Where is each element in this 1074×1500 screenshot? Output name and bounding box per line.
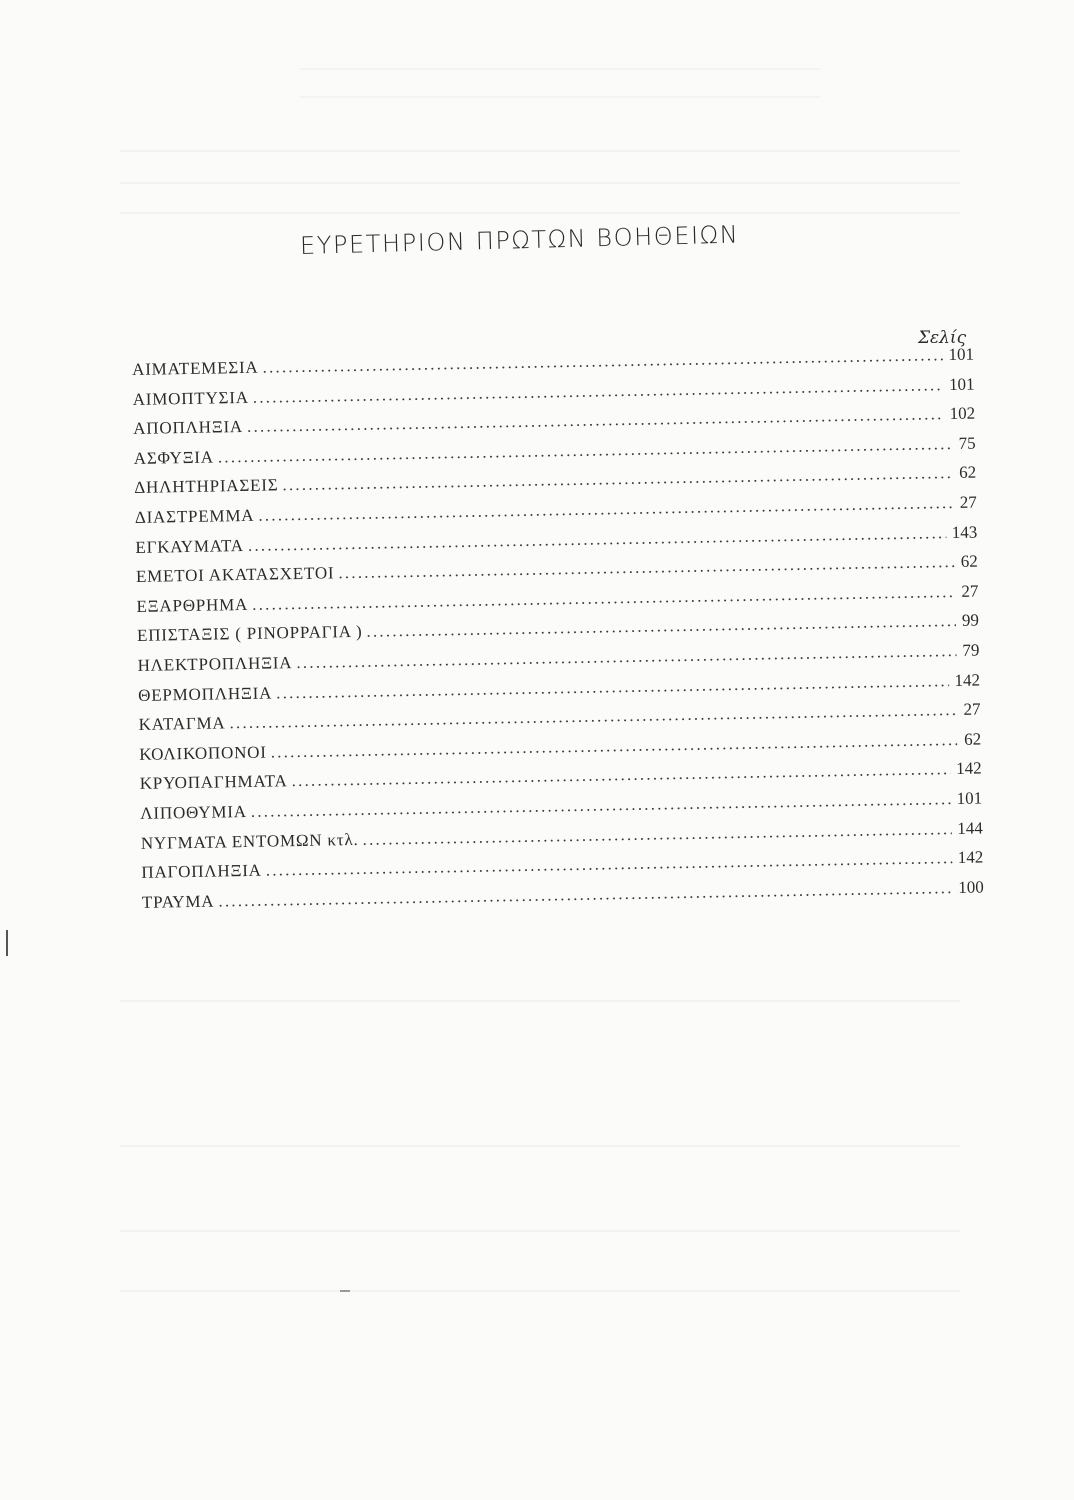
show-through-line xyxy=(120,182,960,184)
entry-label: ΑΣΦΥΞΙΑ xyxy=(133,447,215,468)
entry-label: ΕΜΕΤΟΙ ΑΚΑΤΑΣΧΕΤΟΙ xyxy=(135,563,335,587)
index-list xyxy=(132,345,984,923)
index-title: ΕΥΡΕΤΗΡΙΟΝ ΠΡΩΤΩΝ ΒΟΗΘΕΙΩΝ xyxy=(299,220,740,260)
entry-label: ΕΠΙΣΤΑΞΙΣ ( ΡΙΝΟΡΡΑΓΙΑ ) xyxy=(136,622,363,646)
entry-page: 62 xyxy=(963,729,982,749)
entry-label: ΑΙΜΑΤΕΜΕΣΙΑ xyxy=(132,357,259,379)
leader-dots xyxy=(262,345,942,377)
page-column-header: Σελίς xyxy=(918,328,967,348)
entry-label: ΚΟΛΙΚΟΠΟΝΟΙ xyxy=(139,742,267,764)
entry-page: 99 xyxy=(961,610,980,631)
entry-label: ΛΙΠΟΘΥΜΙΑ xyxy=(140,801,247,823)
entry-label: ΘΕΡΜΟΠΛΗΞΙΑ xyxy=(137,683,273,705)
entry-page: 79 xyxy=(962,640,980,660)
entry-label: ΚΑΤΑΓΜΑ xyxy=(138,713,226,735)
show-through-line xyxy=(120,1145,960,1147)
show-through-title xyxy=(300,68,820,98)
entry-page: 101 xyxy=(956,788,983,808)
entry-page: 27 xyxy=(963,699,981,719)
entry-page: 100 xyxy=(958,877,984,897)
show-through-line xyxy=(120,212,960,214)
entry-label: ΔΗΛΗΤΗΡΙΑΣΕΙΣ xyxy=(134,475,279,498)
entry-page: 102 xyxy=(949,403,976,424)
entry-page: 101 xyxy=(948,344,975,365)
entry-page: 62 xyxy=(959,462,977,483)
entry-label: ΕΓΚΑΥΜΑΤΑ xyxy=(135,535,245,557)
entry-label: ΗΛΕΚΤΡΟΠΛΗΞΙΑ xyxy=(137,653,293,675)
entry-page: 75 xyxy=(958,433,976,453)
entry-page: 62 xyxy=(960,551,979,572)
entry-label: ΑΙΜΟΠΤΥΣΙΑ xyxy=(132,387,249,409)
entry-label: ΤΡΑΥΜΑ xyxy=(141,891,215,912)
entry-page: 101 xyxy=(948,374,975,394)
bottom-mark xyxy=(340,1290,350,1292)
entry-label: ΕΞΑΡΘΡΗΜΑ xyxy=(136,594,249,616)
show-through-line xyxy=(120,1230,960,1232)
entry-label: ΝΥΓΜΑΤΑ ΕΝΤΟΜΩΝ κτλ. xyxy=(140,829,359,853)
entry-label: ΑΠΟΠΛΗΞΙΑ xyxy=(133,417,244,439)
entry-page: 142 xyxy=(957,847,984,868)
entry-label: ΠΑΓΟΠΛΗΞΙΑ xyxy=(141,860,262,883)
entry-page: 143 xyxy=(951,522,978,542)
entry-page: 142 xyxy=(955,758,982,779)
margin-mark xyxy=(6,930,8,956)
entry-label: ΚΡΥΟΠΑΓΗΜΑΤΑ xyxy=(139,771,288,794)
entry-page: 27 xyxy=(961,581,979,601)
entry-label: ΔΙΑΣΤΡΕΜΜΑ xyxy=(134,505,255,527)
show-through-line xyxy=(120,1000,960,1002)
entry-page: 144 xyxy=(957,817,983,838)
show-through-line xyxy=(120,150,960,152)
entry-page: 142 xyxy=(954,670,981,690)
show-through-line xyxy=(120,1290,960,1292)
entry-page: 27 xyxy=(959,492,977,512)
